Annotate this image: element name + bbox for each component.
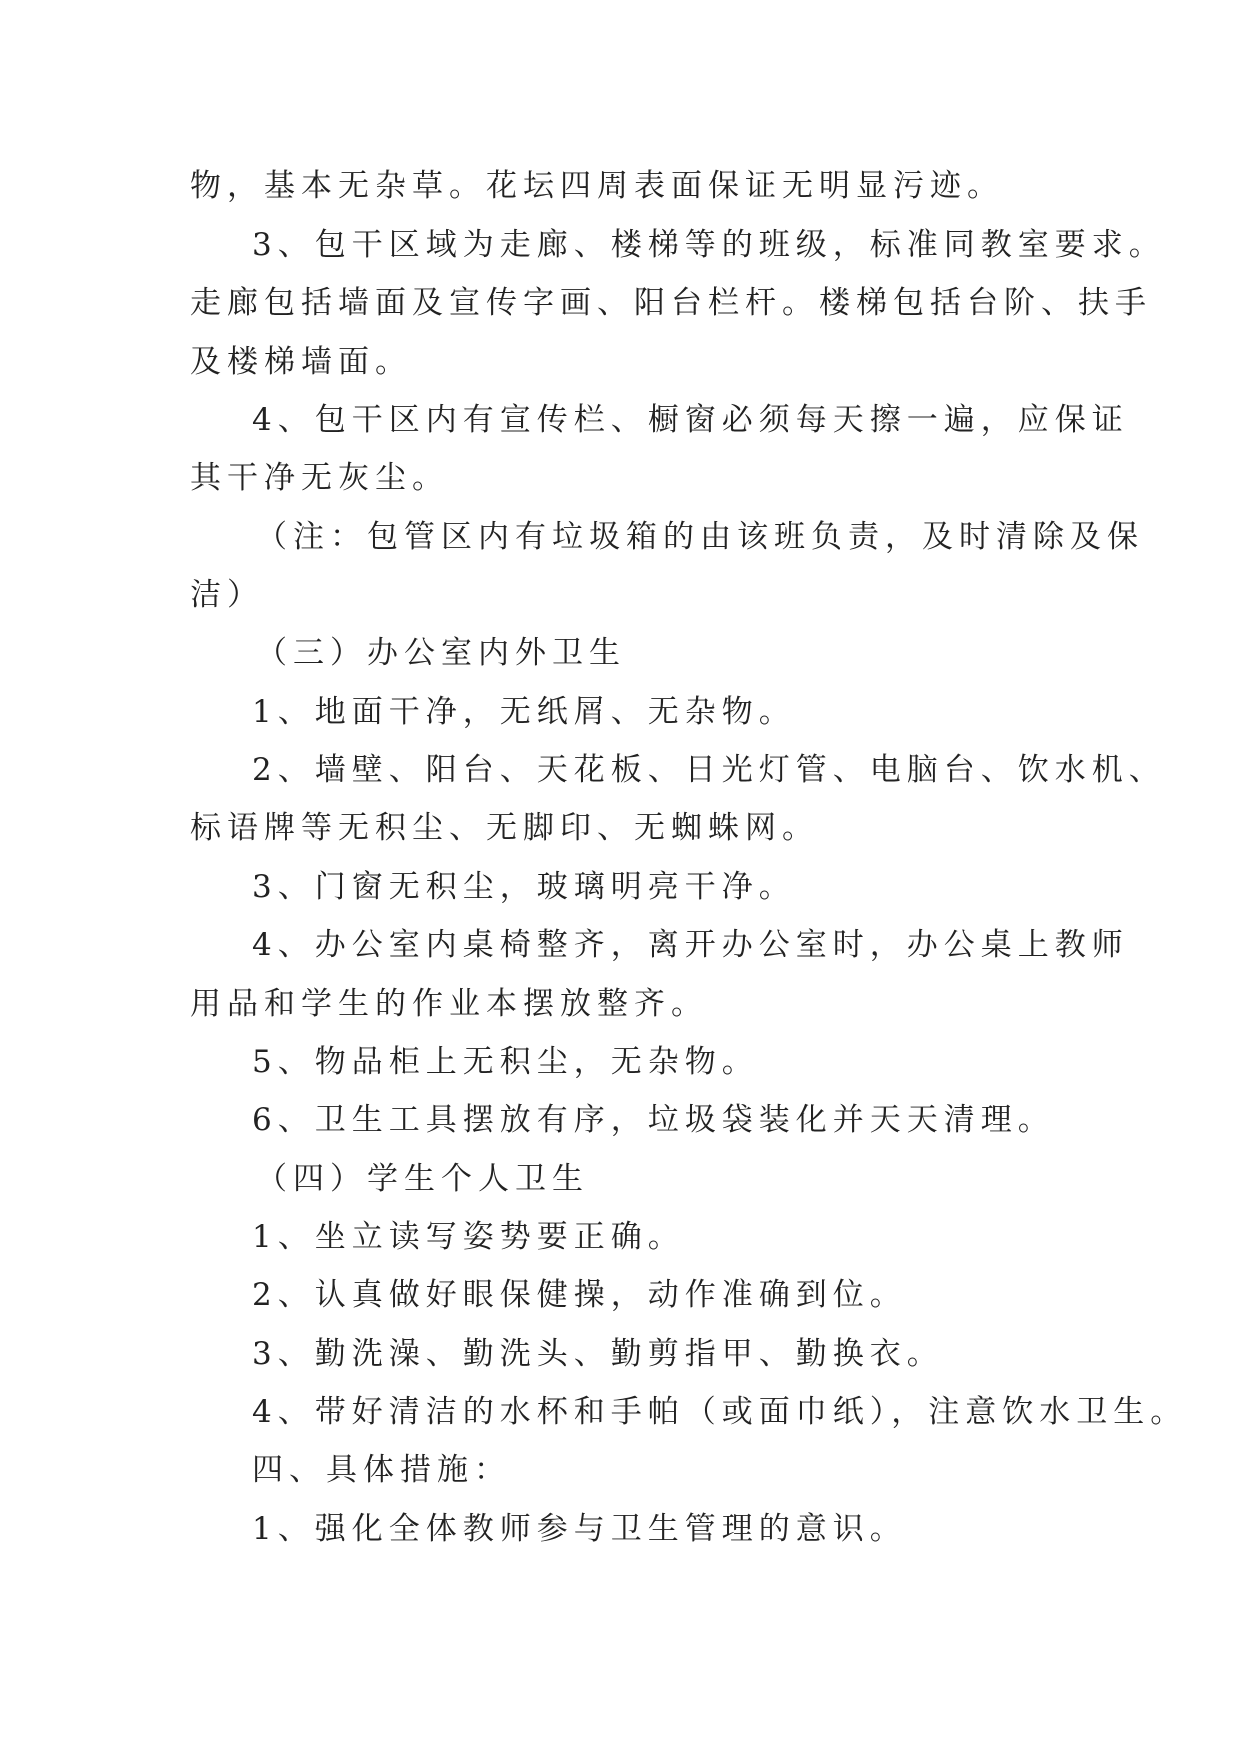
section-heading: 四、具体措施： <box>252 1452 511 1488</box>
text-line: 3、门窗无积尘，玻璃明亮干净。 <box>252 869 796 905</box>
text-line: 用品和学生的作业本摆放整齐。 <box>190 986 708 1022</box>
text-line: 1、坐立读写姿势要正确。 <box>252 1219 685 1255</box>
text-line: 及楼梯墙面。 <box>190 344 412 380</box>
text-line: 2、认真做好眼保健操，动作准确到位。 <box>252 1277 907 1313</box>
text-line: 4、带好清洁的水杯和手帕（或面巾纸），注意饮水卫生。 <box>252 1394 1188 1430</box>
text-line: 物，基本无杂草。花坛四周表面保证无明显污迹。 <box>190 168 1004 204</box>
text-line: 走廊包括墙面及宣传字画、阳台栏杆。楼梯包括台阶、扶手 <box>190 285 1152 321</box>
text-line: 其干净无灰尘。 <box>190 460 449 496</box>
text-line: 1、强化全体教师参与卫生管理的意识。 <box>252 1511 907 1547</box>
text-line: （注：包管区内有垃圾箱的由该班负责，及时清除及保 <box>256 519 1144 555</box>
text-line: 2、墙壁、阳台、天花板、日光灯管、电脑台、饮水机、 <box>252 752 1166 788</box>
text-line: 1、地面干净，无纸屑、无杂物。 <box>252 694 796 730</box>
text-line: 4、包干区内有宣传栏、橱窗必须每天擦一遍，应保证 <box>252 402 1129 438</box>
text-line: 洁） <box>190 577 264 613</box>
text-line: 3、勤洗澡、勤洗头、勤剪指甲、勤换衣。 <box>252 1336 944 1372</box>
text-line: 标语牌等无积尘、无脚印、无蜘蛛网。 <box>190 810 819 846</box>
section-heading: （三）办公室内外卫生 <box>256 635 626 671</box>
section-heading: （四）学生个人卫生 <box>256 1161 589 1197</box>
text-line: 5、物品柜上无积尘，无杂物。 <box>252 1044 759 1080</box>
text-line: 3、包干区域为走廊、楼梯等的班级，标准同教室要求。 <box>252 227 1166 263</box>
text-line: 4、办公室内桌椅整齐，离开办公室时，办公桌上教师 <box>252 927 1129 963</box>
text-line: 6、卫生工具摆放有序，垃圾袋装化并天天清理。 <box>252 1102 1055 1138</box>
